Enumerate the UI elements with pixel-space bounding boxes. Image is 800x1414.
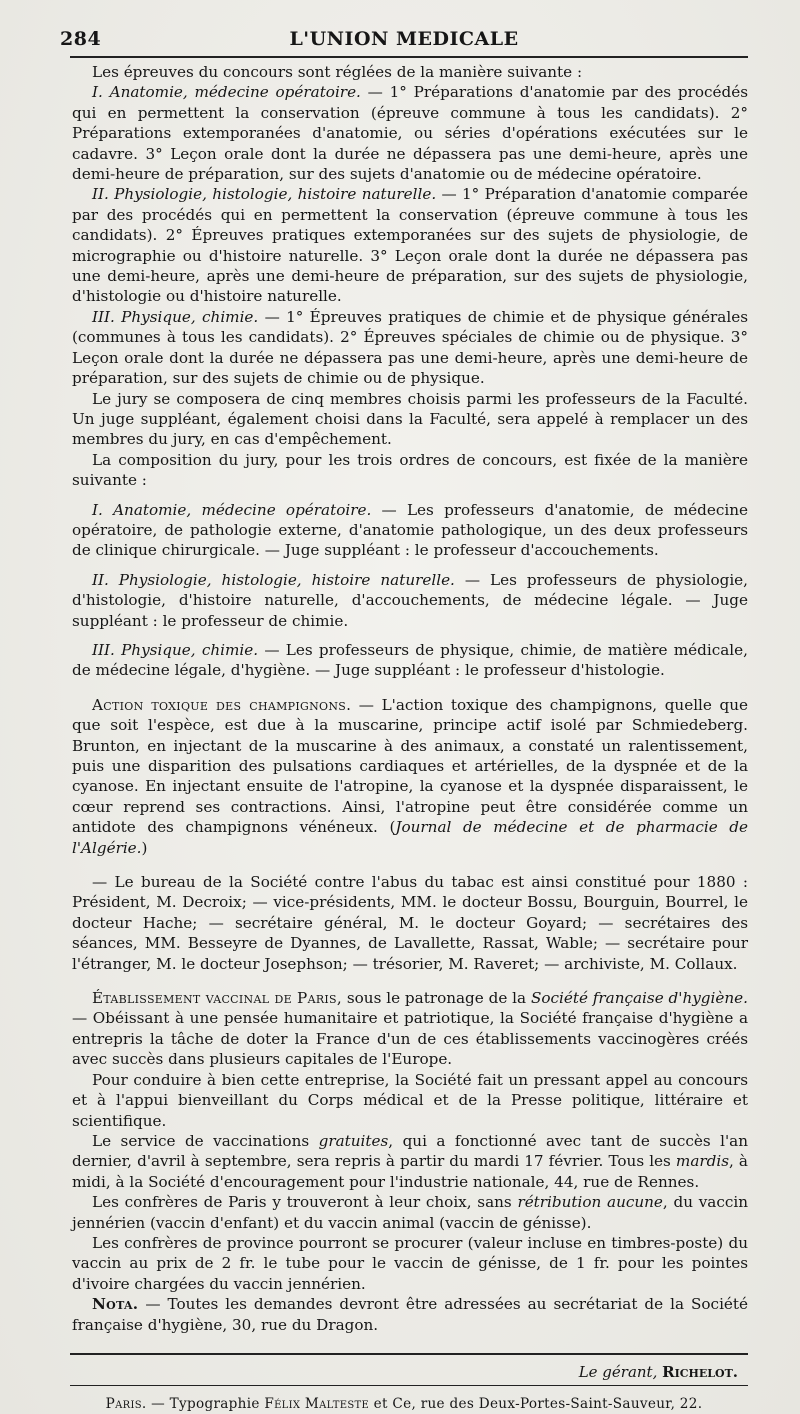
imprint-address: et Ce, rue des Deux-Portes-Saint-Sauveur, 22. <box>369 1395 703 1412</box>
jury-paragraph: Le jury se composera de cinq membres choisis parmi les professeurs de la Faculté. Un juge suppléant, également choisi dans la Faculté, sera appelé à remplacer un des membres du jury, en cas d'empêchement. <box>72 389 748 449</box>
exam-physique-body: — 1° Épreuves pratiques de chimie et de physique générales (communes à tous les candidats). 2° Épreuves spéciales de chimie ou de physique. 3° Leçon orale dont la durée ne dépassera pas une demi-heure, après une demi-heure de préparation, sur des sujets de chimie ou de physique. <box>72 307 748 388</box>
champignons-paragraph <box>72 695 748 858</box>
tabac-paragraph: — Le bureau de la Société contre l'abus du tabac est ainsi constitué pour 1880 : Président, M. Decroix; — vice-présidents, MM. le docteur Bossu, Bourguin, Bourrel, le docteur Hache; — secrétaire général, M. le docteur Goyard; — secrétaires des séances, MM. Besseyre de Dyannes, de Lavallette, Rassat, Wable; — secrétaire pour l'étranger, M. le docteur Josephson; — trésorier, M. Raveret; — archiviste, M. Collaux. <box>72 873 748 973</box>
exam-anatomie-body: — 1° Préparations d'anatomie par des procédés qui en permettent la conservation (épreuve commune à tous les candidats). 2° Préparations extemporanées d'anatomie, ou séries d'opérations exécutées sur le cadavre. 3° Leçon orale dont la durée ne dépassera pas une demi-heure, après une demi-heure de préparation, sur des sujets d'anatomie ou de médecine opératoire. <box>72 83 749 184</box>
jury-anatomie <box>72 500 748 561</box>
confreres-retribution: rétribution aucune <box>517 1193 663 1212</box>
page-header <box>60 28 748 50</box>
nota-paragraph <box>72 1294 748 1335</box>
exam-physique-heading: III. Physique, chimie. <box>92 307 259 326</box>
page-number: 284 <box>60 28 102 50</box>
exam-physique <box>72 307 748 389</box>
confreres-b: , du vaccin jennérien (vaccin d'enfant) et du vaccin animal (vaccin de génisse). <box>72 1193 748 1232</box>
pour-paragraph: Pour conduire à bien cette entreprise, la Société fait un pressant appel au concours et à l'appui bienveillant du Corps médical et de la Presse politique, littéraire et scientifique. <box>72 1070 748 1130</box>
jury-physique-body: — Les professeurs de physique, chimie, de matière médicale, de médecine légale, d'hygiène. — Juge suppléant : le professeur d'histologie. <box>72 640 748 680</box>
gerant-line <box>60 1363 738 1381</box>
nota-body: — Toutes les demandes devront être adressées au secrétariat de la Société française d'hygiène, 30, rue du Dragon. <box>72 1295 748 1334</box>
service-a: Le service de vaccinations <box>92 1131 319 1150</box>
imprint-b: — Typographie <box>146 1395 265 1412</box>
gerant-name: Richelot. <box>662 1362 738 1381</box>
body-text <box>72 62 748 1335</box>
jury-anatomie-heading: I. Anatomie, médecine opératoire. <box>92 500 372 519</box>
gerant-label: Le gérant, <box>578 1362 658 1381</box>
jury-anatomie-body: — Les professeurs d'anatomie, de médecine opératoire, de pathologie externe, d'anatomie pathologique, un des deux professeurs de clinique chirurgicale. — Juge suppléant : le professeur d'accouchements. <box>72 500 749 560</box>
exam-anatomie <box>72 82 748 184</box>
service-gratuites: gratuites <box>318 1131 389 1150</box>
exam-anatomie-heading: I. Anatomie, médecine opératoire. <box>92 83 361 102</box>
vaccinal-heading: Établissement vaccinal de Paris, <box>92 989 343 1008</box>
service-c: , à midi, à la Société d'encouragement pour l'industrie nationale, 44, rue de Rennes. <box>72 1152 748 1191</box>
exam-physiologie-body: — 1° Préparation d'anatomie comparée par des procédés qui en permettent la conservation (épreuve commune à tous les candidats). 2° Épreuves pratiques extemporanées sur des sujets de physiologie, de micrographie ou d'histoire naturelle. 3° Leçon orale dont la durée ne dépassera pas une demi-heure, après une demi-heure de préparation, sur des sujets de physiologie, d'histologie ou d'histoire naturelle. <box>72 185 748 306</box>
service-b: , qui a fonctionné avec tant de succès l'an dernier, d'avril à septembre, sera repris à partir du mardi 17 février. Tous les <box>72 1131 748 1171</box>
confreres-paragraph <box>72 1192 748 1233</box>
imprint-city: Paris. <box>105 1395 147 1412</box>
composition-paragraph: La composition du jury, pour les trois ordres de concours, est fixée de la manière suivante : <box>72 450 748 490</box>
jury-physiologie <box>72 570 748 631</box>
vaccinal-paragraph <box>72 988 748 1070</box>
imprint-line <box>60 1396 748 1412</box>
vaccinal-society: Société française d'hygiène. <box>530 989 748 1008</box>
confreres-a: Les confrères de Paris y trouveront à leur choix, sans <box>92 1193 518 1212</box>
champignons-heading: Action toxique des champignons. <box>92 695 352 714</box>
header-rule <box>70 56 748 58</box>
imprint-printer: Félix Malteste <box>264 1395 370 1412</box>
footer-rule-thin <box>70 1385 748 1386</box>
exam-physiologie-heading: II. Physiologie, histologie, histoire naturelle. <box>92 185 437 204</box>
journal-title: L'UNION MEDICALE <box>289 28 519 50</box>
jury-physiologie-body: — Les professeurs de physiologie, d'histologie, d'histoire naturelle, d'accouchements, de médecine légale. — Juge suppléant : le professeur de chimie. <box>72 570 748 630</box>
champignons-close: ) <box>141 838 148 857</box>
service-paragraph <box>72 1131 748 1192</box>
vaccinal-body: — Obéissant à une pensée humanitaire et patriotique, la Société française d'hygiène a entrepris la tâche de doter la France d'un de ces établissements vaccinogères créés avec succès dans plusieurs capitales de l'Europe. <box>72 1009 748 1069</box>
service-mardis: mardis <box>675 1152 730 1171</box>
exam-physiologie <box>72 184 748 306</box>
jury-physiologie-heading: II. Physiologie, histologie, histoire naturelle. <box>92 570 455 589</box>
jury-physique-heading: III. Physique, chimie. <box>92 640 259 659</box>
footer-rule <box>70 1353 748 1355</box>
nota-heading: Nota. <box>92 1295 139 1314</box>
jury-physique <box>72 640 748 681</box>
vaccinal-mid: sous le patronage de la <box>342 989 531 1008</box>
province-paragraph: Les confrères de province pourront se procurer (valeur incluse en timbres-poste) du vaccin au prix de 2 fr. le tube pour le vaccin de génisse, de 1 fr. pour les pointes d'ivoire chargées du vaccin jennérien. <box>72 1233 748 1293</box>
champignons-source: Journal de médecine et de pharmacie de l'Algérie. <box>72 818 748 857</box>
champignons-body: — L'action toxique des champignons, quelle que que soit l'espèce, est due à la muscarine, principe actif isolé par Schmiedeberg. Brunton, en injectant de la muscarine à des animaux, a constaté un ralentissement, puis une disparition des pulsations cardiaques et artérielles, de la dyspnée et de la cyanose. En injectant ensuite de l'atropine, la cyanose et la dyspnée disparaissent, le cœur reprend ses contractions. Ainsi, l'atropine peut être considérée comme un antidote des champignons vénéneux. ( <box>72 695 748 837</box>
intro-paragraph: Les épreuves du concours sont réglées de la manière suivante : <box>92 63 583 81</box>
